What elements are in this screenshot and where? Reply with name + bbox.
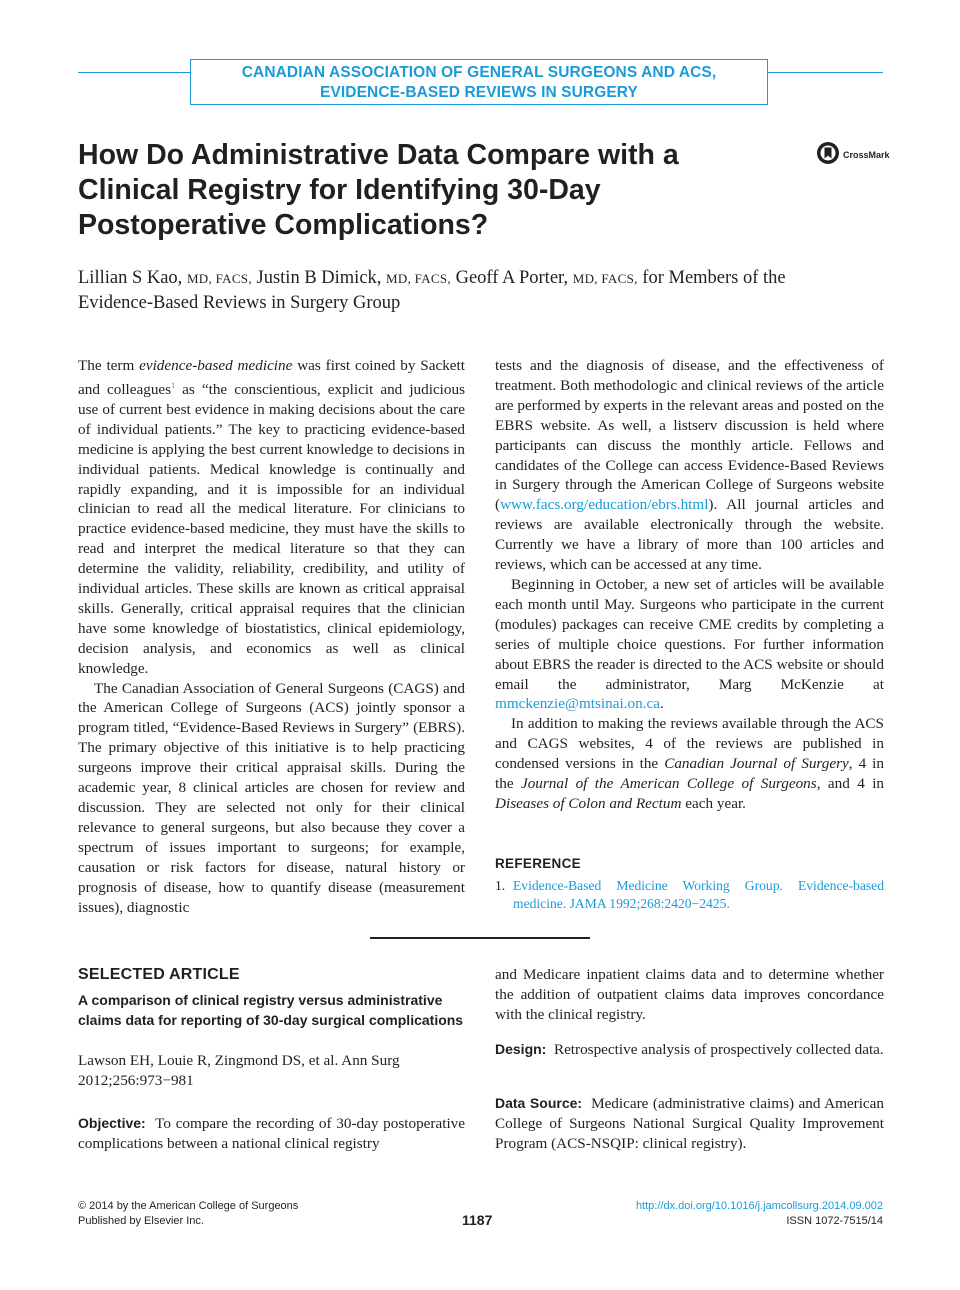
body-paragraph-2: The Canadian Association of General Surgeons (CAGS) and the American College of Surgeons (ACS) jointly sponsor a program titled, “Evidence-Based Reviews in Surgery” (EBRS). The primary objective of this initiative is to help practicing surgeons improve their critical appraisal skills. During the academic year, 8 clinical articles are chosen for review and discussion. They are selected not only for their clinical relevance to general surgeons, but also because they cover a spectrum of issues important to surgeons; for example, causation or risk factors for disease, natural history or prognosis of disease, how to quantify disease (measurement issues), diagnostic	[78, 679, 465, 916]
text-run: , 4 in the	[495, 755, 884, 793]
design-label: Design:	[495, 1041, 547, 1057]
objective-label: Objective:	[78, 1115, 146, 1131]
design-section	[495, 1040, 884, 1060]
reference-link[interactable]: Evidence-Based Medicine Working Group. Evidence-based medicine. JAMA 1992;268:2420−2425.	[513, 878, 884, 911]
doi-link[interactable]: http://dx.doi.org/10.1016/j.jamcollsurg.2014.09.002	[635, 1200, 883, 1212]
section-divider	[370, 937, 590, 939]
title-line-3: Postoperative Complications?	[78, 209, 489, 241]
body-column-left	[78, 356, 465, 917]
title-line-2: Clinical Registry for Identifying 30-Day	[78, 174, 601, 206]
text-run: as “the conscientious, explicit and judicious use of current best evidence in making decisions about the care of individual patients.” The key to practicing evidence-based medicine is applying the best current knowledge to decisions in individual patients. Medical knowledge is continually and rapidly expanding, and it is impossible for an individual clinician to read all the medical literature. For clinicians to practice evidence-based medicine, they must have the skills to read and interpret the medical literature so that they can determine the validity, reliability, credibility, and utility of individual articles. These skills are known as critical appraisal skills. Generally, critical appraisal requires that the clinician have some knowledge of biostatistics, clinical epidemiology, decision analysis, and economics as well as clinical knowledge.	[78, 380, 466, 677]
publisher-text: Published by Elsevier Inc.	[78, 1215, 204, 1227]
author-degree: MD, FACS,	[186, 271, 252, 286]
data-source-label: Data Source:	[495, 1095, 583, 1111]
body-paragraph-3	[495, 575, 884, 714]
emphasis-text: evidence-based medicine	[139, 357, 293, 374]
text-run: .	[659, 695, 664, 713]
crossmark-badge[interactable]	[816, 143, 890, 167]
issn-text: ISSN 1072-7515/14	[786, 1215, 883, 1227]
objective-continued: and Medicare inpatient claims data and to determine whether the addition of outpatient claims data improves concordance with the clinical registry.	[495, 966, 884, 1023]
administrator-email-link[interactable]: mmckenzie@mtsinai.on.ca	[495, 695, 660, 713]
title-line-1: How Do Administrative Data Compare with a	[78, 139, 679, 171]
selected-article-title: A comparison of clinical registry versus administrative claims data for reporting of 30-day surgical complications	[78, 992, 464, 1028]
journal-name: Diseases of Colon and Rectum	[495, 794, 682, 812]
journal-banner-line-1: CANADIAN ASSOCIATION OF GENERAL SURGEONS AND ACS,	[241, 64, 717, 81]
reference-number: 1.	[495, 878, 506, 893]
author-degree: MD, FACS,	[386, 271, 451, 286]
data-source-section	[495, 1094, 884, 1154]
objective-text: To compare the recording of 30-day postoperative complications between a national clinical registry	[78, 1115, 465, 1152]
data-source-text: Medicare (administrative claims) and American College of Surgeons National Surgical Quality Improvement Program (ACS-NSQIP: clinical registry).	[495, 1095, 885, 1152]
header-rule-left	[78, 72, 190, 73]
journal-section-banner	[190, 59, 768, 105]
journal-name: Canadian Journal of Surgery	[664, 755, 849, 773]
selected-article-citation: Lawson EH, Louie R, Zingmond DS, et al. Ann Surg 2012;256:973−981	[78, 1052, 400, 1089]
text-run: , and 4 in	[816, 775, 885, 793]
body-paragraph-4	[495, 714, 884, 814]
objective-section	[78, 1114, 465, 1154]
text-run: The term	[78, 357, 140, 374]
ebrs-website-link[interactable]: www.facs.org/education/ebrs.html	[500, 496, 709, 514]
crossmark-label: CrossMark	[843, 150, 890, 160]
copyright-text: © 2014 by the American College of Surgeons	[78, 1200, 299, 1212]
text-run: each year.	[681, 794, 746, 812]
author-group-name: Evidence-Based Reviews in Surgery Group	[78, 293, 401, 313]
body-column-right	[495, 356, 884, 814]
article-title	[78, 138, 768, 243]
reference-list	[495, 877, 884, 913]
reference-heading: REFERENCE	[495, 856, 581, 871]
author-name: Justin B Dimick,	[256, 268, 382, 288]
footer-left	[78, 1199, 298, 1229]
body-paragraph-1	[78, 356, 465, 679]
citation-link[interactable]: 1	[171, 380, 176, 390]
author-group-tail: for Members of the	[642, 268, 786, 288]
journal-name: Journal of the American College of Surgeons	[520, 775, 817, 793]
journal-banner-line-2: EVIDENCE-BASED REVIEWS IN SURGERY	[320, 84, 638, 101]
author-name: Geoff A Porter,	[455, 268, 569, 288]
footer-right	[560, 1199, 883, 1229]
body-paragraph-2-continued	[495, 356, 884, 575]
crossmark-icon	[816, 141, 840, 170]
design-text: Retrospective analysis of prospectively collected data.	[553, 1041, 884, 1058]
text-run: was first coined by Sackett and colleagues	[78, 357, 465, 398]
text-run: In addition to making the reviews available through the ACS and CAGS websites, 4 of the reviews are published in condensed versions in the	[495, 715, 884, 773]
author-list	[78, 266, 878, 316]
reference-item	[495, 877, 884, 913]
text-run: Beginning in October, a new set of articles will be available each month until May. Surgeons who participate in the current (modules) packages can receive CME credits by completing a series of multiple choice questions. For further information about EBRS the reader is directed to the ACS website or should email the administrator, Marg McKenzie at	[495, 575, 884, 693]
selected-article-heading: SELECTED ARTICLE	[78, 966, 240, 983]
text-run: ). All journal articles and reviews are available electronically through the website. Currently we have a library of more than 100 articles and reviews, which can be accessed at any time.	[495, 496, 884, 574]
author-degree: MD, FACS,	[572, 271, 638, 286]
header-rule-right	[768, 72, 883, 73]
text-run: tests and the diagnosis of disease, and the effectiveness of treatment. Both methodologic and clinical reviews of the article are performed by experts in the relevant areas and posted on the EBRS website. As well, a listserv discussion is held where participants can discuss the monthly article. Fellows and candidates of the College can access Evidence-Based Reviews in Surgery through the American College of Surgeons website (	[495, 357, 884, 514]
page-number: 1187	[462, 1212, 493, 1228]
author-name: Lillian S Kao,	[78, 268, 183, 288]
